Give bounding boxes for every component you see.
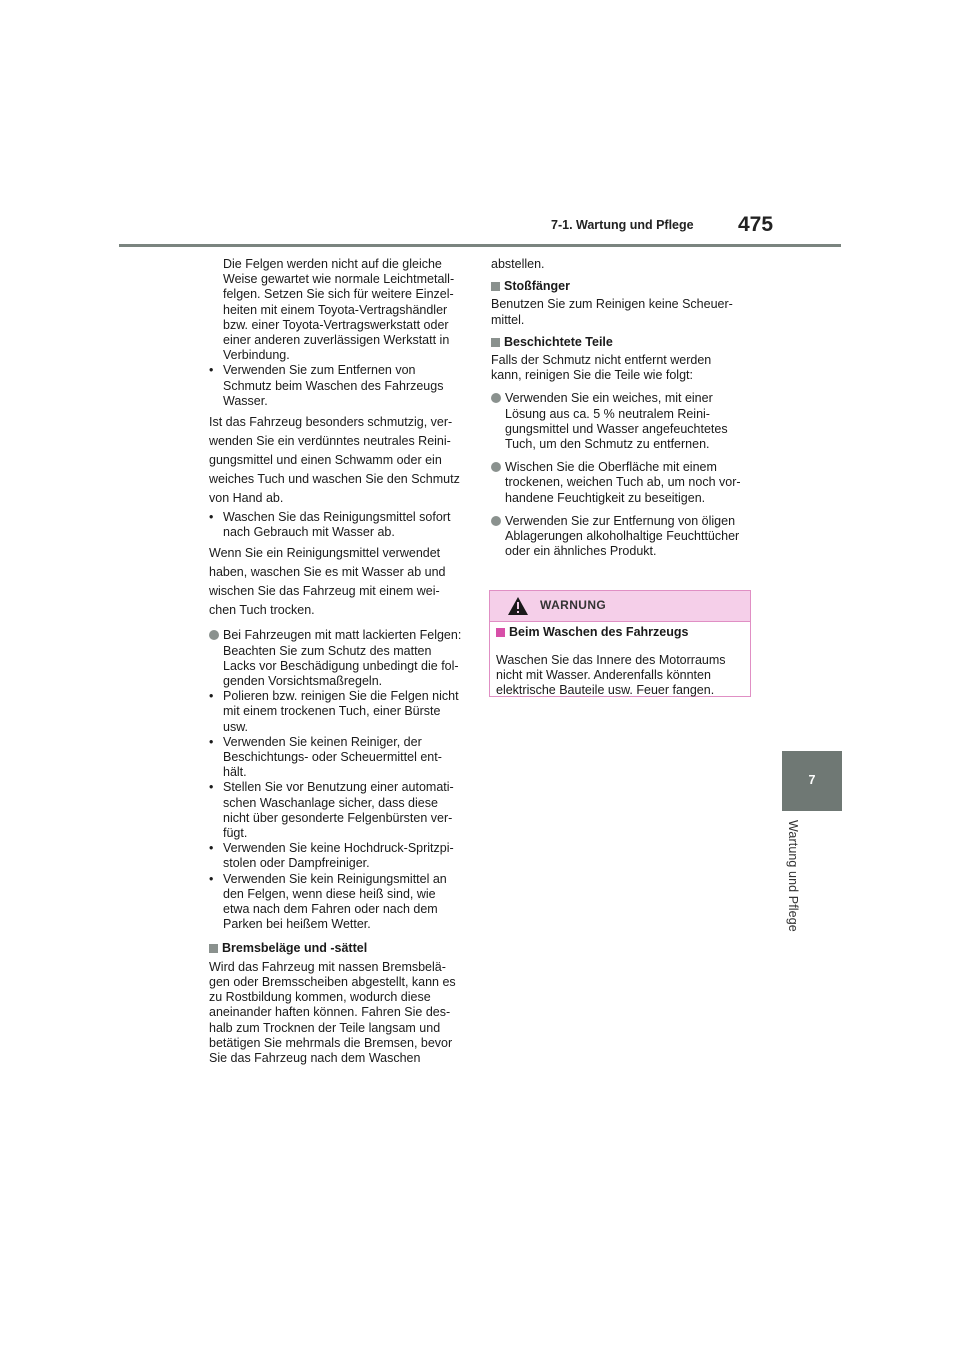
section-heading [209, 941, 467, 956]
header-section-title: 7-1. Wartung und Pflege [551, 218, 694, 232]
bullet-mark: • [209, 363, 214, 378]
circle-bullet-item [209, 628, 467, 689]
paragraph: Falls der Schmutz nicht entfernt werden kann, reinigen Sie die Teile wie folgt: [491, 353, 712, 383]
bullet-text: Wischen Sie die Oberfläche mit einem trockenen, weichen Tuch ab, um noch vor- handene Feuchtigkeit zu beseitigen. [505, 460, 741, 505]
paragraph: Benutzen Sie zum Reinigen keine Scheuer- mittel. [491, 297, 733, 327]
section-heading-text: Beschichtete Teile [504, 334, 613, 349]
bullet-text: Stellen Sie vor Benutzung einer automati- schen Waschanlage sicher, dass diese nicht über gesonderte Felgenbürsten ver- fügt. [223, 780, 454, 841]
circle-bullet-icon [209, 630, 219, 640]
bullet-mark: • [209, 780, 214, 795]
square-bullet-icon [491, 282, 500, 291]
bullet-text: Verwenden Sie zum Entfernen von Schmutz beim Waschen des Fahrzeugs Wasser. [223, 363, 444, 408]
bullet-item [209, 780, 467, 841]
bullet-item [209, 735, 467, 781]
bullet-mark: • [209, 871, 214, 886]
bullet-item [209, 841, 467, 871]
circle-bullet-icon [491, 462, 501, 472]
chapter-side-label: Wartung und Pflege [786, 820, 800, 932]
warning-heading-text: Beim Waschen des Fahrzeugs [509, 625, 689, 639]
bullet-mark: • [209, 841, 214, 856]
section-heading [491, 335, 753, 350]
warning-title: WARNUNG [540, 598, 607, 612]
square-bullet-icon [209, 944, 218, 953]
continued-paragraph: Die Felgen werden nicht auf die gleiche Weise gewartet wie normale Leichtmetall- felgen. Setzen Sie sich für weitere Einzel- heiten mit einem Toyota-Vertragshändler bzw. einer Toyota-Vertragswerkstatt oder einer anderen zuverlässigen Werkstatt in Verbindung. [223, 257, 455, 363]
chapter-tab: 7 [782, 751, 842, 811]
square-bullet-icon [491, 338, 500, 347]
bullet-item [209, 689, 467, 735]
bullet-item [209, 510, 467, 540]
page-number: 475 [738, 213, 774, 236]
bullet-item [209, 872, 467, 933]
bullet-text: Verwenden Sie keine Hochdruck-Spritzpi- stolen oder Dampfreiniger. [223, 841, 454, 871]
warning-box [489, 590, 751, 697]
warning-body [490, 622, 750, 698]
bullet-text: Verwenden Sie zur Entfernung von öligen Ablagerungen alkoholhaltige Feuchttücher oder ein ähnliches Produkt. [505, 513, 740, 559]
bullet-mark: • [209, 734, 214, 749]
left-column [209, 257, 467, 1066]
square-bullet-icon [496, 628, 505, 637]
continued-paragraph: abstellen. [491, 257, 545, 271]
right-column [491, 257, 753, 559]
paragraph: Ist das Fahrzeug besonders schmutzig, ver- wenden Sie ein verdünntes neutrales Reini- gungsmittel und einen Schwamm oder ein weiches Tuch und waschen Sie den Schmutz von Hand ab. [209, 415, 460, 506]
bullet-text: Waschen Sie das Reinigungsmittel sofort nach Gebrauch mit Wasser ab. [223, 510, 451, 540]
bullet-mark: • [209, 689, 214, 704]
bullet-item [209, 363, 467, 409]
section-heading [491, 279, 753, 294]
warning-triangle-icon [507, 596, 529, 616]
header-rule [119, 244, 841, 247]
bullet-mark: • [209, 510, 214, 525]
bullet-text: Verwenden Sie kein Reinigungsmittel an den Felgen, wenn diese heiß sind, wie etwa nach dem Fahren oder nach dem Parken bei heißem Wetter. [223, 871, 447, 932]
paragraph: Wird das Fahrzeug mit nassen Bremsbelä- gen oder Bremsscheiben abgestellt, kann es zu Rostbildung kommen, wodurch diese aneinander haften können. Fahren Sie des- halb zum Trocknen der Teile langsam und betätigen Sie mehrmals die Bremsen, bevor Sie das Fahrzeug nach dem Waschen [209, 959, 456, 1065]
section-heading-text: Stoßfänger [504, 279, 570, 294]
bullet-text: Verwenden Sie ein weiches, mit einer Lösung aus ca. 5 % neutralem Reini- gungsmittel und Wasser angefeuchtetes Tuch, um den Schmutz zu entfernen. [505, 391, 728, 452]
warning-header [490, 591, 750, 622]
circle-bullet-icon [491, 516, 501, 526]
circle-bullet-item [491, 391, 753, 452]
circle-bullet-item [491, 514, 753, 560]
bullet-text: Bei Fahrzeugen mit matt lackierten Felgen: Beachten Sie zum Schutz des matten Lacks vor Beschädigung unbedingt die fol- genden Vorsichtsmaßregeln. [223, 628, 462, 689]
circle-bullet-item [491, 460, 753, 506]
circle-bullet-icon [491, 393, 501, 403]
bullet-text: Polieren bzw. reinigen Sie die Felgen nicht mit einem trockenen Tuch, einer Bürste usw. [223, 689, 459, 734]
section-heading-text: Bremsbeläge und -sättel [222, 940, 368, 955]
paragraph: Wenn Sie ein Reinigungsmittel verwendet haben, waschen Sie es mit Wasser ab und wischen Sie das Fahrzeug mit einem wei- chen Tuch trocken. [209, 546, 446, 618]
warning-text: Waschen Sie das Innere des Motorraums nicht mit Wasser. Anderenfalls könnten elektrische Bauteile usw. Feuer fangen. [496, 652, 726, 698]
bullet-text: Verwenden Sie keinen Reiniger, der Beschichtungs- oder Scheuermittel ent- hält. [223, 734, 442, 780]
warning-heading [496, 625, 744, 640]
